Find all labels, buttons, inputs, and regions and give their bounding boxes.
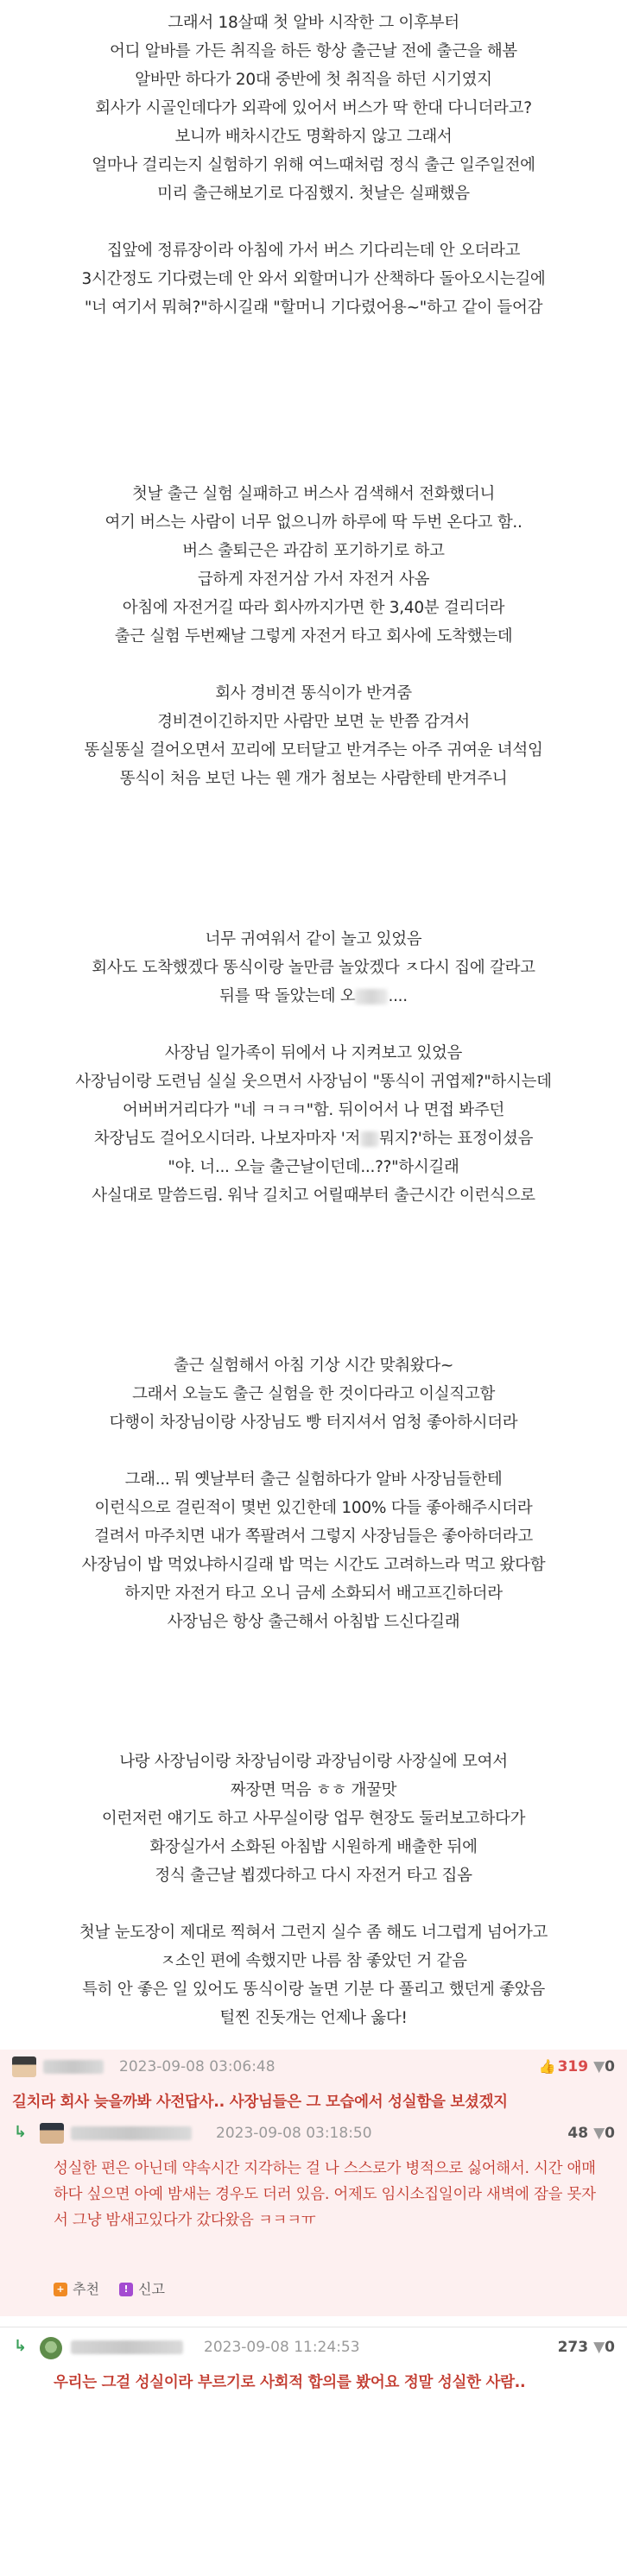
post-line: 3시간정도 기다렸는데 안 와서 외할머니가 산책하다 돌아오시는길에 xyxy=(81,270,546,288)
comment-header xyxy=(0,2050,627,2084)
post-line: 회사도 도착했겠다 똥식이랑 놀만큼 놀았겠다 ㅈ다시 집에 갈라고 xyxy=(92,959,535,977)
post-line: 하지만 자전거 타고 오니 금세 소화되서 배고프긴하더라 xyxy=(124,1584,503,1603)
post-line: 버스 출퇴근은 과감히 포기하기로 하고 xyxy=(182,542,445,560)
dislike-icon[interactable]: ▼ xyxy=(593,2339,605,2356)
reply-comment xyxy=(0,2116,627,2316)
paragraph-gap xyxy=(0,651,627,679)
paragraph-gap xyxy=(0,1011,627,1039)
post-line: 사장님은 항상 출근해서 아침밥 드신다길래 xyxy=(167,1613,460,1631)
dislike-count: 0 xyxy=(605,2339,615,2356)
post-line: 집앞에 정류장이라 아침에 가서 버스 기다리는데 안 오더라고 xyxy=(106,242,521,260)
post-line: 아침에 자전거길 따라 회사까지가면 한 3,40분 걸리더라 xyxy=(122,599,505,617)
redacted-text xyxy=(355,989,388,1005)
post-line: 걸려서 마주치면 내가 쪽팔려서 그렇지 사장님들은 좋아하더라고 xyxy=(94,1527,533,1546)
post-line: 차장님도 걸어오시더라. 나보자마자 '저 뭐지?'하는 표정이셨음 xyxy=(93,1130,534,1148)
post-line: 이런식으로 걸린적이 몇번 있긴한데 100% 다들 좋아해주시더라 xyxy=(94,1499,533,1517)
post-line: 어디 알바를 가든 취직을 하든 항상 출근날 전에 출근을 해봄 xyxy=(110,42,517,60)
reply-arrow-icon: ↳ xyxy=(14,2337,28,2355)
post-line: 특히 안 좋은 일 있어도 똥식이랑 놀면 기분 다 풀리고 했던게 좋았음 xyxy=(82,1981,545,1999)
post-line: 다행이 차장님이랑 사장님도 빵 터지셔서 엄청 좋아하시더라 xyxy=(109,1414,518,1432)
report-icon: ! xyxy=(119,2283,133,2296)
post-paragraph xyxy=(0,1748,627,2032)
avatar xyxy=(40,2337,62,2359)
thumbs-up-icon[interactable]: 👍 xyxy=(538,2058,556,2075)
username-blurred xyxy=(43,2060,104,2074)
post-line: 어버버거리다가 "네 ㅋㅋㅋ"함. 뒤이어서 나 면접 봐주던 xyxy=(122,1101,505,1119)
like-count: 273 xyxy=(557,2339,589,2356)
redacted-text xyxy=(360,1131,379,1147)
reply-arrow-icon: ↳ xyxy=(14,2123,28,2141)
post-line: 뒤를 딱 돌았는데 오 .... xyxy=(219,987,408,1005)
post-line: 보니까 배차시간도 명확하지 않고 그래서 xyxy=(174,128,453,146)
post-line: 사실대로 말씀드림. 워낙 길치고 어릴때부터 출근시간 이런식으로 xyxy=(92,1187,535,1205)
avatar xyxy=(12,2056,36,2077)
post-line: 경비견이긴하지만 사람만 보면 눈 반쯤 감겨서 xyxy=(157,713,470,731)
post-line: 출근 실험 두번째날 그렇게 자전거 타고 회사에 도착했는데 xyxy=(114,627,513,646)
comment-text: 우리는 그걸 성실이라 부르기로 사회적 합의를 봤어요 정말 성실한 사람.. xyxy=(54,2374,526,2391)
post-line: 급하게 자전거삼 가서 자전거 사옴 xyxy=(197,570,430,589)
post-line: 회사가 시골인데다가 외곽에 있어서 버스가 딱 한대 다니더라고? xyxy=(95,99,532,117)
post-line: 첫날 눈도장이 제대로 찍혀서 그런지 실수 좀 해도 너그럽게 넘어가고 xyxy=(79,1924,548,1942)
post-line: 그래서 18살때 첫 알바 시작한 그 이후부터 xyxy=(168,14,459,32)
post-line: 너무 귀여워서 같이 놀고 있었음 xyxy=(205,930,422,948)
post-line: 그래서 오늘도 출근 실험을 한 것이다라고 이실직고함 xyxy=(131,1385,496,1403)
comment-actions xyxy=(54,2278,180,2299)
post-line: ㅈ소인 편에 속했지만 나름 참 좋았던 거 같음 xyxy=(160,1952,467,1970)
dislike-count: 0 xyxy=(605,2058,615,2075)
comment-date: 2023-09-08 03:18:50 xyxy=(216,2125,372,2142)
post-line: 그래... 뭐 옛날부터 출근 실험하다가 알바 사장님들한테 xyxy=(124,1471,503,1489)
like-count: 319 xyxy=(557,2058,589,2075)
report-button[interactable]: ! 신고 xyxy=(119,2280,165,2299)
post-line: 알바만 하다가 20대 중반에 첫 취직을 하던 시기였지 xyxy=(135,71,492,89)
dislike-count: 0 xyxy=(605,2125,615,2142)
post-paragraph xyxy=(0,480,627,793)
post-paragraph xyxy=(0,1351,627,1636)
dislike-icon[interactable]: ▼ xyxy=(593,2125,605,2142)
post-line: 여기 버스는 사람이 너무 없으니까 하루에 딱 두번 온다고 함.. xyxy=(104,513,522,532)
post-line: 얼마나 걸리는지 실험하기 위해 여느때처럼 정식 출근 일주일전에 xyxy=(92,156,535,174)
post-line: 사장님이랑 도련님 실실 웃으면서 사장님이 "똥식이 귀엽제?"하시는데 xyxy=(75,1073,552,1091)
avatar xyxy=(40,2123,64,2144)
recommend-button[interactable]: + 추천 xyxy=(54,2280,99,2299)
reply-comment xyxy=(0,2330,627,2434)
post-line: 털찐 진돗개는 언제나 옳다! xyxy=(219,2009,408,2027)
comment-votes[interactable] xyxy=(539,2057,615,2076)
paragraph-gap xyxy=(0,1437,627,1465)
post-line: 나랑 사장님이랑 차장님이랑 과장님이랑 사장실에 모여서 xyxy=(119,1753,508,1771)
username-blurred xyxy=(71,2340,183,2354)
post-line: 사장님 일가족이 뒤에서 나 지켜보고 있었음 xyxy=(164,1044,463,1062)
post-line: 똥실똥실 걸어오면서 꼬리에 모터달고 반겨주는 아주 귀여운 녀석임 xyxy=(84,741,543,759)
comment-date: 2023-09-08 03:06:48 xyxy=(119,2058,276,2075)
post-line: 첫날 출근 실험 실패하고 버스사 검색해서 전화했더니 xyxy=(131,485,496,503)
post-line: 출근 실험해서 아침 기상 시간 맞춰왔다~ xyxy=(173,1357,454,1375)
comment-votes[interactable] xyxy=(567,2124,615,2143)
post-paragraph xyxy=(0,9,627,322)
username-blurred xyxy=(71,2126,192,2140)
post-line: "너 여기서 뭐혀?"하시길래 "할머니 기다렸어용~"하고 같이 들어감 xyxy=(84,299,543,317)
post-line: 화장실가서 소화된 아침밥 시원하게 배출한 뒤에 xyxy=(149,1838,478,1856)
post-paragraph xyxy=(0,925,627,1210)
comment-votes[interactable] xyxy=(558,2338,615,2357)
post-line: 사장님이 밥 먹었냐하시길래 밥 먹는 시간도 고려하느라 먹고 왔다함 xyxy=(81,1556,546,1574)
plus-icon: + xyxy=(54,2283,67,2296)
paragraph-gap xyxy=(0,208,627,236)
dislike-icon[interactable]: ▼ xyxy=(593,2058,605,2075)
post-line: 짜장면 먹음 ㅎㅎ 개꿀맛 xyxy=(230,1781,397,1799)
post-line: 똥식이 처음 보던 나는 웬 개가 첨보는 사람한테 반겨주니 xyxy=(119,770,508,788)
post-line: "야. 너... 오늘 출근날이던데...??"하시길래 xyxy=(168,1158,459,1176)
post-line: 이런저런 얘기도 하고 사무실이랑 업무 현장도 둘러보고하다가 xyxy=(101,1810,526,1828)
like-count: 48 xyxy=(567,2125,589,2142)
comment-text: 길치라 회사 늦을까봐 사전답사.. 사장님들은 그 모습에서 성실함을 보셨겠지 xyxy=(12,2094,508,2111)
post-line: 정식 출근날 뵙겠다하고 다시 자전거 타고 집옴 xyxy=(155,1867,472,1885)
post-line: 회사 경비견 똥식이가 반겨줌 xyxy=(215,684,412,702)
paragraph-gap xyxy=(0,1890,627,1918)
comment-text: 성실한 편은 아닌데 약속시간 지각하는 걸 나 스스로가 병적으로 싫어해서. 시간 애매하다 싶으면 아예 밤새는 경우도 더러 있음. 어제도 임시소집일이라 새벽에 잠을 못자서 그냥 밤새고있다가 갔다왔음 ㅋㅋㅋㅠ xyxy=(54,2160,596,2229)
post-line: 미리 출근해보기로 다짐했지. 첫날은 실패했음 xyxy=(157,185,470,203)
comment-date: 2023-09-08 11:24:53 xyxy=(204,2339,360,2356)
